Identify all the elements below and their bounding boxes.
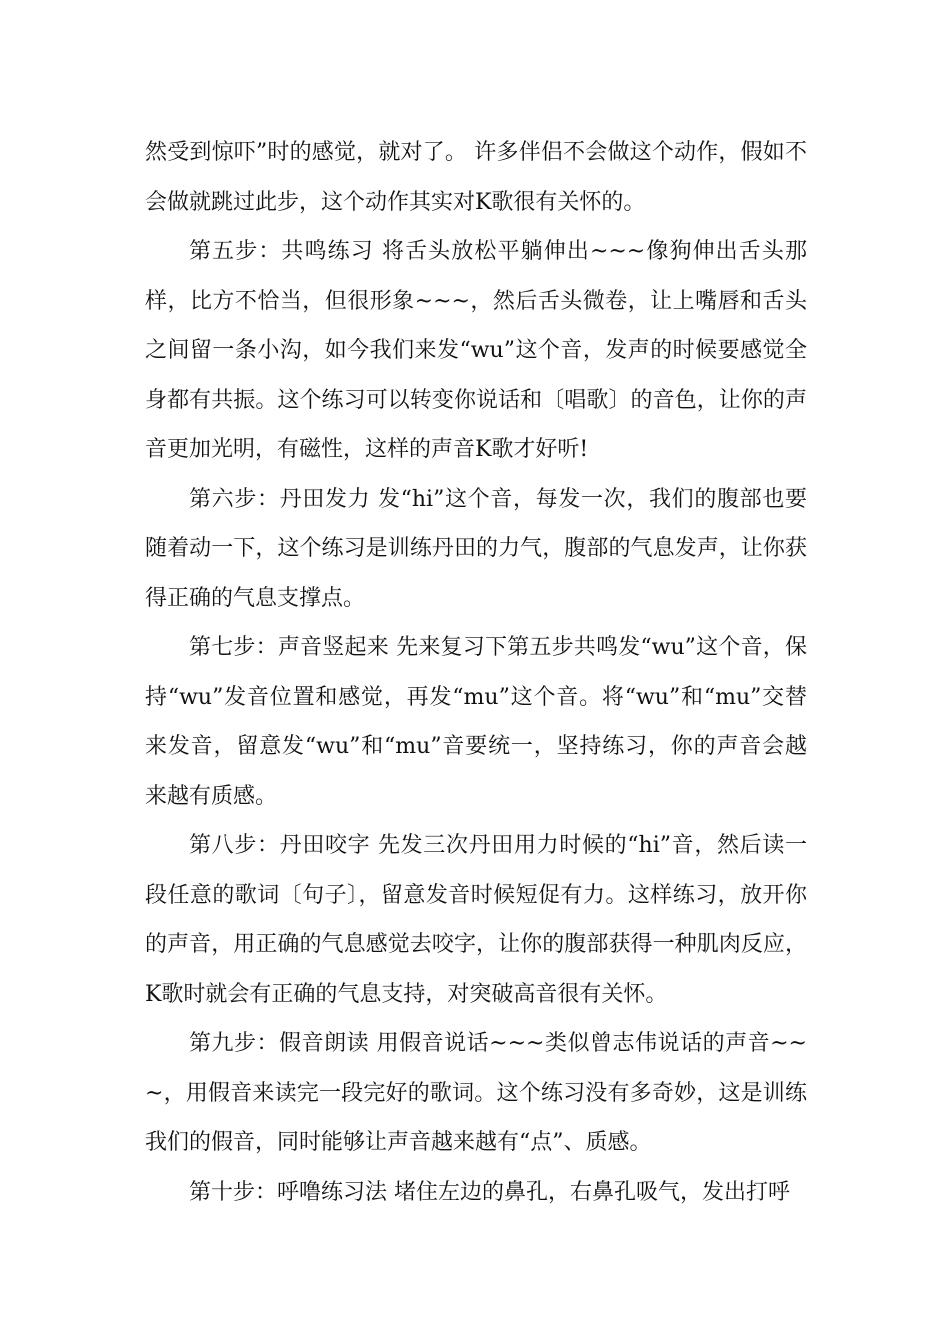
paragraph-step-ten: 第十步：呼噜练习法 堵住左边的鼻孔，右鼻孔吸气，发出打呼 [189,1179,790,1205]
paragraph-step-six: 第六步：丹田发力 发“hi”这个音，每发一次，我们的腹部也要随着动一下，这个练习是训练丹田的力气，腹部的气息发声，让你获得正确的气息支撑点。 [145,486,807,611]
paragraph-step-five: 第五步：共鸣练习 将舌头放松平躺伸出~~~像狗伸出舌头那样，比方不恰当，但很形象~~~，然后舌头微卷，让上嘴唇和舌头之间留一条小沟，如今我们来发“wu”这个音，发声的时候要感觉全身都有共振。这个练习可以转变你说话和〔唱歌〕的音色，让你的声音更加光明，有磁性，这样的声音K歌才好听! [145,239,807,462]
document-body [145,128,807,1217]
paragraph-step-seven: 第七步：声音竖起来 先来复习下第五步共鸣发“wu”这个音，保持“wu”发音位置和感觉，再发“mu”这个音。将“wu”和“mu”交替来发音，留意发“wu”和“mu”音要统一，坚持练习，你的声音会越来越有质感。 [145,635,807,809]
paragraph-continuation: 然受到惊吓”时的感觉，就对了。 许多伴侣不会做这个动作，假如不会做就跳过此步，这个动作其实对K歌很有关怀的。 [145,140,807,215]
paragraph-step-eight: 第八步：丹田咬字 先发三次丹田用力时候的“hi”音，然后读一段任意的歌词〔句子〕，留意发音时候短促有力。这样练习，放开你的声音，用正确的气息感觉去咬字，让你的腹部获得一种肌肉反应，K歌时就会有正确的气息支持，对突破高音很有关怀。 [145,833,807,1007]
paragraph-step-nine: 第九步：假音朗读 用假音说话~~~类似曾志伟说话的声音~~~，用假音来读完一段完好的歌词。这个练习没有多奇妙，这是训练我们的假音，同时能够让声音越来越有“点”、质感。 [145,1031,807,1155]
